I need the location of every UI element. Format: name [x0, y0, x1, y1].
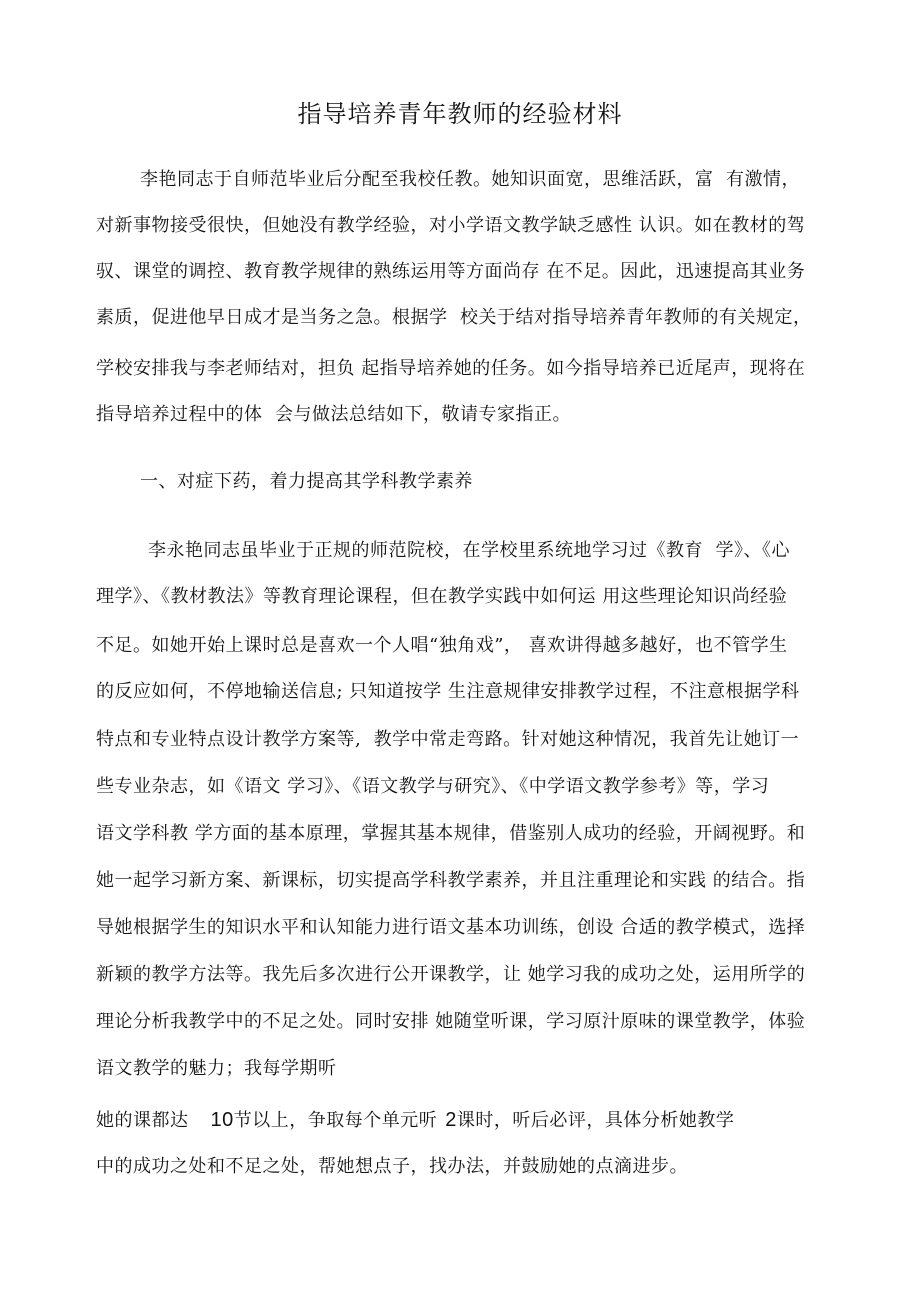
paragraph-line: 李艳同志于自师范毕业后分配至我校任教。她知识面宽，思维活跃，富 有激情，: [140, 169, 800, 190]
text-segment: 节以上，争取每个单元听: [233, 1110, 438, 1131]
text-segment: 课时，听后必评，具体分析她教学: [456, 1110, 735, 1131]
paragraph-line: 学校安排我与李老师结对，担负 起指导培养她的任务。如今指导培养已近尾声，现将在: [96, 358, 806, 379]
paragraph-line: 理学》、《教材教法》等教育理论课程，但在教学实践中如何运 用这些理论知识尚经验: [96, 586, 788, 607]
paragraph-line: 些专业杂志，如《语文 学习》、《语文教学与研究》、《中学语文教学参考》等，学习: [96, 776, 770, 797]
section-heading: 一、对症下药，着力提高其学科教学素养: [140, 471, 473, 492]
paragraph-line-with-numbers: [96, 1108, 734, 1133]
paragraph-line: 理论分析我教学中的不足之处。同时安排 她随堂听课，学习原汁原味的课堂教学，体验: [96, 1011, 806, 1032]
text-segment: 她的课都达: [96, 1110, 189, 1131]
paragraph-line: 特点和专业特点设计教学方案等, 教学中常走弯路。针对她这种情况，我首先让她订一: [96, 729, 800, 750]
paragraph-line: 对新事物接受很快，但她没有教学经验，对小学语文教学缺乏感性 认识。如在教材的驾: [96, 215, 806, 236]
paragraph-line: 指导培养过程中的体 会与做法总结如下，敬请专家指正。: [96, 404, 571, 425]
paragraph-line: 驭、课堂的调控、教育教学规律的熟练运用等方面尚存 在不足。因此，迅速提高其业务: [96, 261, 806, 282]
paragraph-line: 新颖的教学方法等。我先后多次进行公开课教学，让 她学习我的成功之处，运用所学的: [96, 964, 806, 985]
paragraph-line: 李永艳同志虽毕业于正规的师范院校，在学校里系统地学习过《教育 学》、《心: [148, 540, 790, 561]
paragraph-line: 的反应如何，不停地输送信息; 只知道按学 生注意规律安排教学过程，不注意根据学科: [96, 681, 800, 702]
paragraph-line: 不足。如她开始上课时总是喜欢一个人唱“独角戏”， 喜欢讲得越多越好，也不管学生: [96, 635, 788, 656]
document-title: 指导培养青年教师的经验材料: [297, 100, 623, 128]
paragraph-line: 语文学科教 学方面的基本原理，掌握其基本规律，借鉴别人成功的经验，开阔视野。和: [96, 823, 806, 844]
paragraph-line: 她一起学习新方案、新课标，切实提高学科教学素养，并且注重理论和实践 的结合。指: [96, 870, 806, 891]
class-count-number: 10: [210, 1109, 234, 1131]
paragraph-line: 导她根据学生的知识水平和认知能力进行语文基本功训练，创设 合适的教学模式，选择: [96, 917, 806, 938]
paragraph-line: 中的成功之处和不足之处，帮她想点子，找办法，并鼓励她的点滴进步。: [96, 1156, 688, 1177]
paragraph-line: 素质，促进他早日成才是当务之急。根据学 校关于结对指导培养青年教师的有关规定，: [96, 307, 812, 328]
lesson-count-number: 2: [445, 1109, 457, 1131]
paragraph-line: 语文教学的魅力；我每学期听: [96, 1058, 337, 1079]
